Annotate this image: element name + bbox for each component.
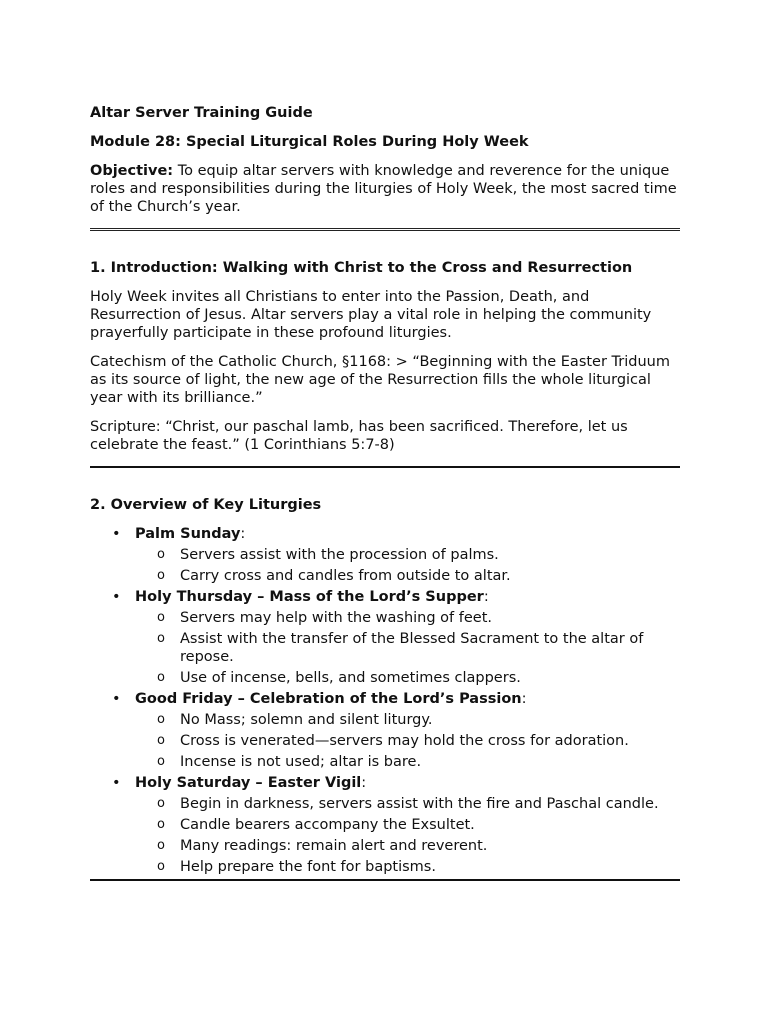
list-item-title: Good Friday – Celebration of the Lord’s Passion — [135, 691, 522, 707]
colon: : — [361, 775, 367, 791]
double-divider — [90, 228, 680, 231]
bottom-divider — [90, 879, 680, 881]
bullet-marker: • — [112, 589, 121, 605]
objective-paragraph — [90, 162, 680, 216]
module-title: Module 28: Special Liturgical Roles During Holy Week — [90, 134, 529, 150]
sub-list-item — [135, 795, 680, 813]
section-2-heading: 2. Overview of Key Liturgies — [90, 497, 322, 513]
section-1-heading: 1. Introduction: Walking with Christ to the Cross and Resurrection — [90, 260, 633, 276]
sub-item-text: Servers may help with the washing of feet. — [180, 610, 492, 626]
sub-marker: o — [157, 547, 165, 562]
list-item-holy-thursday — [90, 588, 680, 687]
section-divider — [90, 466, 680, 468]
sub-list-item — [135, 567, 680, 585]
sub-list-item — [135, 669, 680, 687]
objective-label: Objective: — [90, 163, 174, 179]
list-item-title: Holy Saturday – Easter Vigil — [135, 775, 362, 791]
sub-list — [135, 795, 680, 876]
sub-item-text: Many readings: remain alert and reverent. — [180, 838, 488, 854]
document-title: Altar Server Training Guide — [90, 105, 313, 121]
objective-text: To equip altar servers with knowledge and reverence for the unique roles and responsibilities during the liturgies of Holy Week, the most sacred time of the Church’s year. — [90, 163, 677, 215]
sub-item-text: Help prepare the font for baptisms. — [180, 859, 436, 875]
sub-list — [135, 711, 680, 771]
document-content — [90, 104, 680, 881]
sub-marker: o — [157, 712, 165, 727]
sub-marker: o — [157, 817, 165, 832]
sub-item-text: Begin in darkness, servers assist with the fire and Paschal candle. — [180, 796, 659, 812]
sub-marker: o — [157, 610, 165, 625]
sub-item-text: Carry cross and candles from outside to altar. — [180, 568, 511, 584]
sub-item-text: Servers assist with the procession of palms. — [180, 547, 499, 563]
sub-marker: o — [157, 859, 165, 874]
sub-item-text: Use of incense, bells, and sometimes clappers. — [180, 670, 521, 686]
sub-list-item — [135, 816, 680, 834]
sub-marker: o — [157, 838, 165, 853]
sub-list-item — [135, 609, 680, 627]
sub-item-text: Incense is not used; altar is bare. — [180, 754, 422, 770]
sub-item-text: No Mass; solemn and silent liturgy. — [180, 712, 433, 728]
bullet-marker: • — [112, 526, 121, 542]
sub-marker: o — [157, 631, 165, 646]
list-item-holy-saturday — [90, 774, 680, 876]
intro-paragraph: Holy Week invites all Christians to enter into the Passion, Death, and Resurrection of Jesus. Altar servers play a vital role in helping the community prayerfully participate in these profound liturgies. — [90, 289, 652, 341]
list-item-title: Palm Sunday — [135, 526, 241, 542]
sub-list-item — [135, 630, 680, 666]
bullet-marker: • — [112, 691, 121, 707]
sub-list-item — [135, 753, 680, 771]
sub-item-text: Candle bearers accompany the Exsultet. — [180, 817, 475, 833]
sub-marker: o — [157, 568, 165, 583]
sub-list-item — [135, 711, 680, 729]
sub-marker: o — [157, 670, 165, 685]
sub-marker: o — [157, 733, 165, 748]
sub-list-item — [135, 858, 680, 876]
sub-item-text: Cross is venerated—servers may hold the cross for adoration. — [180, 733, 629, 749]
sub-list-item — [135, 837, 680, 855]
colon: : — [483, 589, 489, 605]
catechism-quote-paragraph: Catechism of the Catholic Church, §1168: > “Beginning with the Easter Triduum as its source of light, the new age of the Resurrection fills the whole liturgical year with its brilliance.” — [90, 354, 670, 406]
sub-list — [135, 609, 680, 687]
sub-list — [135, 546, 680, 585]
sub-list-item — [135, 732, 680, 750]
sub-item-text: Assist with the transfer of the Blessed Sacrament to the altar of repose. — [180, 631, 644, 665]
list-item-good-friday — [90, 690, 680, 771]
sub-marker: o — [157, 754, 165, 769]
colon: : — [240, 526, 246, 542]
sub-list-item — [135, 546, 680, 564]
sub-marker: o — [157, 796, 165, 811]
liturgy-list — [90, 525, 680, 876]
scripture-paragraph: Scripture: “Christ, our paschal lamb, has been sacrificed. Therefore, let us celebrate the feast.” (1 Corinthians 5:7-8) — [90, 419, 628, 453]
list-item-palm-sunday — [90, 525, 680, 585]
colon: : — [521, 691, 527, 707]
bullet-marker: • — [112, 775, 121, 791]
list-item-title: Holy Thursday – Mass of the Lord’s Supper — [135, 589, 484, 605]
